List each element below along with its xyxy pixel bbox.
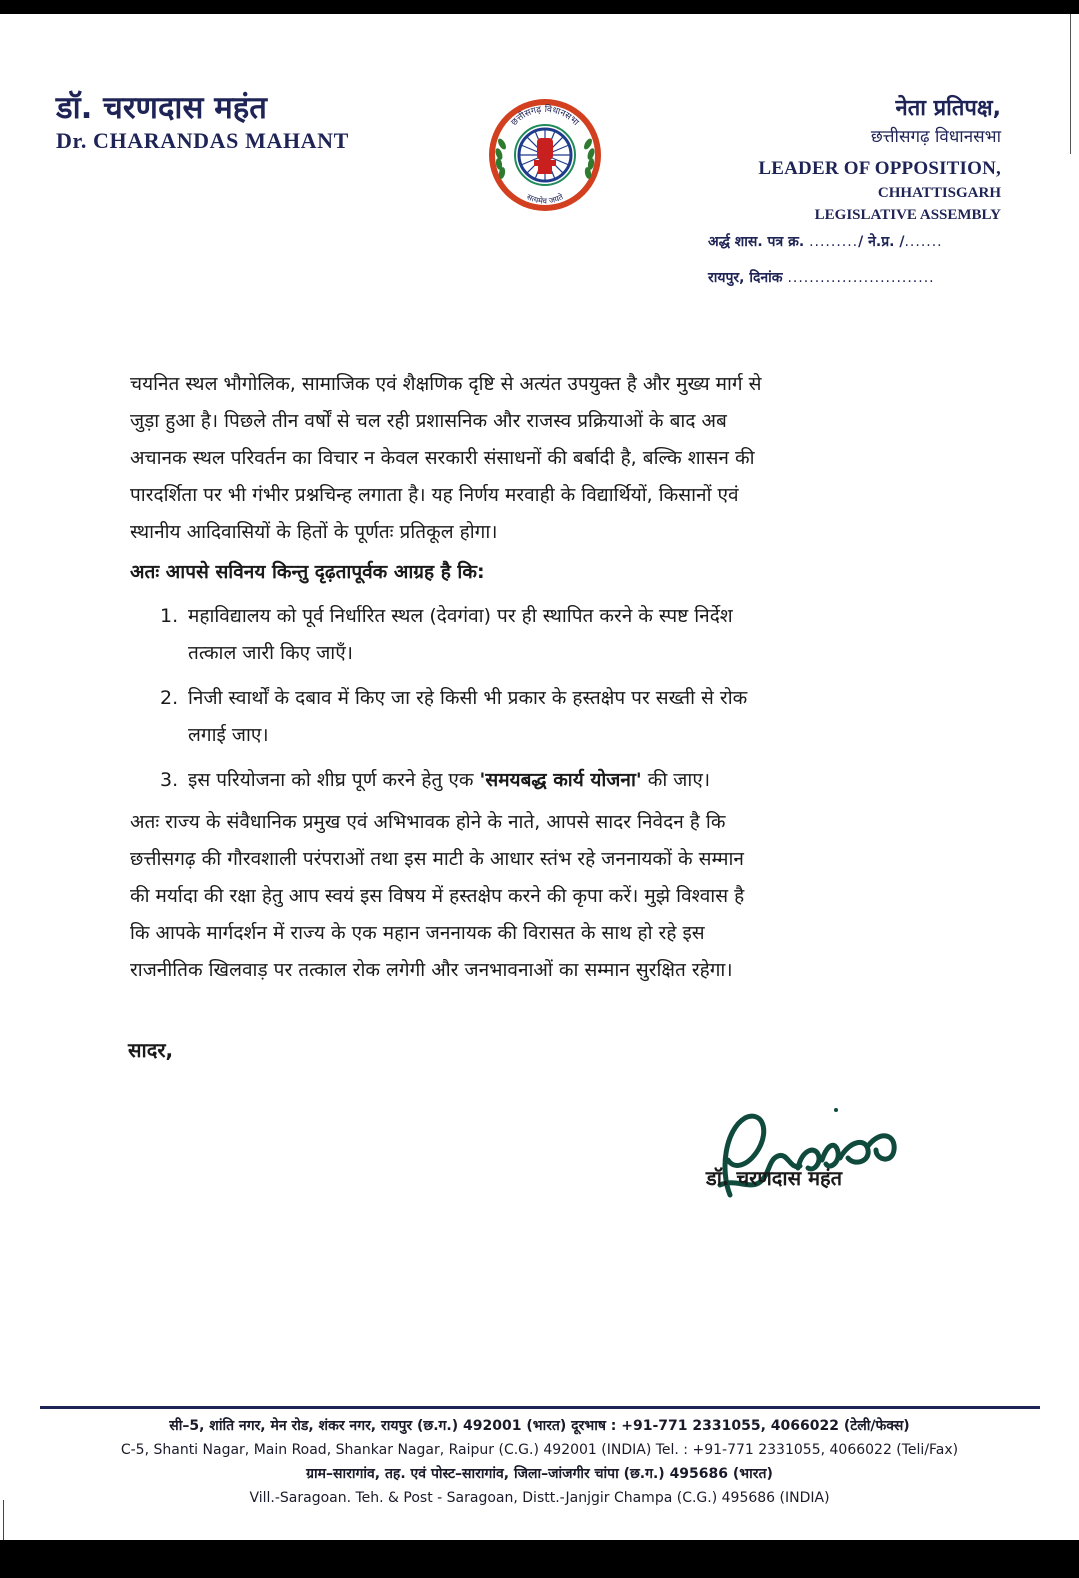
text-line	[188, 762, 880, 799]
scan-edge-line	[1070, 14, 1071, 154]
letterhead-title-block	[758, 94, 1001, 226]
paragraph-site-suitability	[130, 366, 890, 551]
date-blank: ...........................	[787, 270, 935, 286]
closing-salutation: सादर,	[128, 1038, 174, 1062]
list-number: 1.	[160, 605, 179, 627]
request-heading: अतः आपसे सविनय किन्तु दृढ़तापूर्वक आग्रह है कि:	[130, 561, 485, 583]
date-field	[708, 268, 1008, 287]
letterhead-name-block	[56, 88, 349, 154]
list-text: इस परियोजना को शीघ्र पूर्ण करने हेतु एक	[188, 769, 480, 791]
assembly-hindi: छत्तीसगढ़ विधानसभा	[870, 127, 1001, 147]
handwritten-signature	[690, 1090, 920, 1210]
footer-divider	[40, 1406, 1040, 1409]
text-line: कि आपके मार्गदर्शन में राज्य के एक महान जननायक की विरासत के साथ हो रहे इस	[130, 922, 705, 944]
reference-mid: / ने.प्र. /	[858, 234, 905, 250]
name-hindi: डॉ. चरणदास महंत	[56, 90, 267, 126]
assembly-seal-logo	[478, 94, 612, 216]
text-line: राजनीतिक खिलवाड़ पर तत्काल रोक लगेगी और जनभावनाओं का सम्मान सुरक्षित रहेगा।	[130, 959, 733, 981]
request-list-item	[160, 762, 880, 799]
request-list-item	[160, 680, 880, 754]
text-line: लगाई जाए।	[188, 724, 269, 746]
address-line-hindi: सी–5, शांति नगर, मेन रोड, शंकर नगर, रायपुर (छ.ग.) 492001 (भारत) दूरभाष : +91-771 2331055, 4066022 (टेली/फेक्स)	[169, 1418, 910, 1434]
paragraph-appeal	[130, 804, 890, 989]
request-list-item	[160, 598, 880, 672]
text-line: चयनित स्थल भौगोलिक, सामाजिक एवं शैक्षणिक दृष्टि से अत्यंत उपयुक्त है और मुख्य मार्ग से	[130, 373, 762, 395]
name-english: Dr. CHARANDAS MAHANT	[56, 128, 349, 153]
footer-address	[0, 1414, 1079, 1510]
village-address-hindi: ग्राम–सारागांव, तह. एवं पोस्ट–सारागांव, जिला–जांजगीर चांपा (छ.ग.) 495686 (भारत)	[306, 1466, 773, 1482]
list-number: 2.	[160, 687, 179, 709]
reference-blank-1: .........	[809, 234, 859, 250]
address-line-english: C-5, Shanti Nagar, Main Road, Shankar Nagar, Raipur (C.G.) 492001 (INDIA) Tel. : +91-771 2331055, 4066022 (Teli/Fax)	[120, 1442, 959, 1458]
state-english: CHHATTISGARH	[877, 185, 1001, 201]
list-number: 3.	[160, 769, 179, 791]
text-line: अचानक स्थल परिवर्तन का विचार न केवल सरकारी संसाधनों की बर्बादी है, बल्कि शासन की	[130, 447, 755, 469]
text-line: पारदर्शिता पर भी गंभीर प्रश्नचिन्ह लगाता है। यह निर्णय मरवाही के विद्यार्थियों, किसानों एवं	[130, 484, 739, 506]
reference-number-field	[708, 232, 1008, 251]
text-line: तत्काल जारी किए जाएँ।	[188, 642, 353, 664]
list-text: की जाए।	[641, 769, 711, 791]
text-line: की मर्यादा की रक्षा हेतु आप स्वयं इस विषय में हस्तक्षेप करने की कृपा करें। मुझे विश्वास है	[130, 885, 745, 907]
title-hindi: नेता प्रतिपक्ष,	[895, 96, 1001, 121]
date-label: रायपुर, दिनांक	[708, 270, 783, 286]
text-line: छत्तीसगढ़ की गौरवशाली परंपराओं तथा इस माटी के आधार स्तंभ रहे जननायकों के सम्मान	[130, 848, 744, 870]
village-address-english: Vill.-Saragoan. Teh. & Post - Saragoan, Distt.-Janjgir Champa (C.G.) 495686 (INDIA)	[249, 1490, 830, 1506]
list-text-bold: 'समयबद्ध कार्य योजना'	[479, 769, 642, 791]
text-line: स्थानीय आदिवासियों के हितों के पूर्णतः प्रतिकूल होगा।	[130, 521, 498, 543]
seal-text-top: छत्तीसगढ़ विधानसभा	[509, 104, 581, 129]
letter-page	[0, 14, 1079, 1540]
reference-blank-2: .......	[904, 234, 943, 250]
text-line: अतः राज्य के संवैधानिक प्रमुख एवं अभिभावक होने के नाते, आपसे सादर निवेदन है कि	[130, 811, 726, 833]
seal-text-bottom: सत्यमेव जयते	[525, 192, 565, 206]
reference-label: अर्द्ध शास. पत्र क्र.	[708, 234, 805, 250]
signatory-name: डॉ. चरणदास महंत	[706, 1166, 843, 1190]
text-line: महाविद्यालय को पूर्व निर्धारित स्थल (देवगंवा) पर ही स्थापित करने के स्पष्ट निर्देश	[188, 605, 733, 627]
assembly-english: LEGISLATIVE ASSEMBLY	[814, 207, 1001, 223]
title-english: LEADER OF OPPOSITION,	[758, 158, 1001, 179]
text-line: जुड़ा हुआ है। पिछले तीन वर्षों से चल रही प्रशासनिक और राजस्व प्रक्रियाओं के बाद अब	[130, 410, 727, 432]
text-line: निजी स्वार्थों के दबाव में किए जा रहे किसी भी प्रकार के हस्तक्षेप पर सख्ती से रोक	[188, 687, 748, 709]
